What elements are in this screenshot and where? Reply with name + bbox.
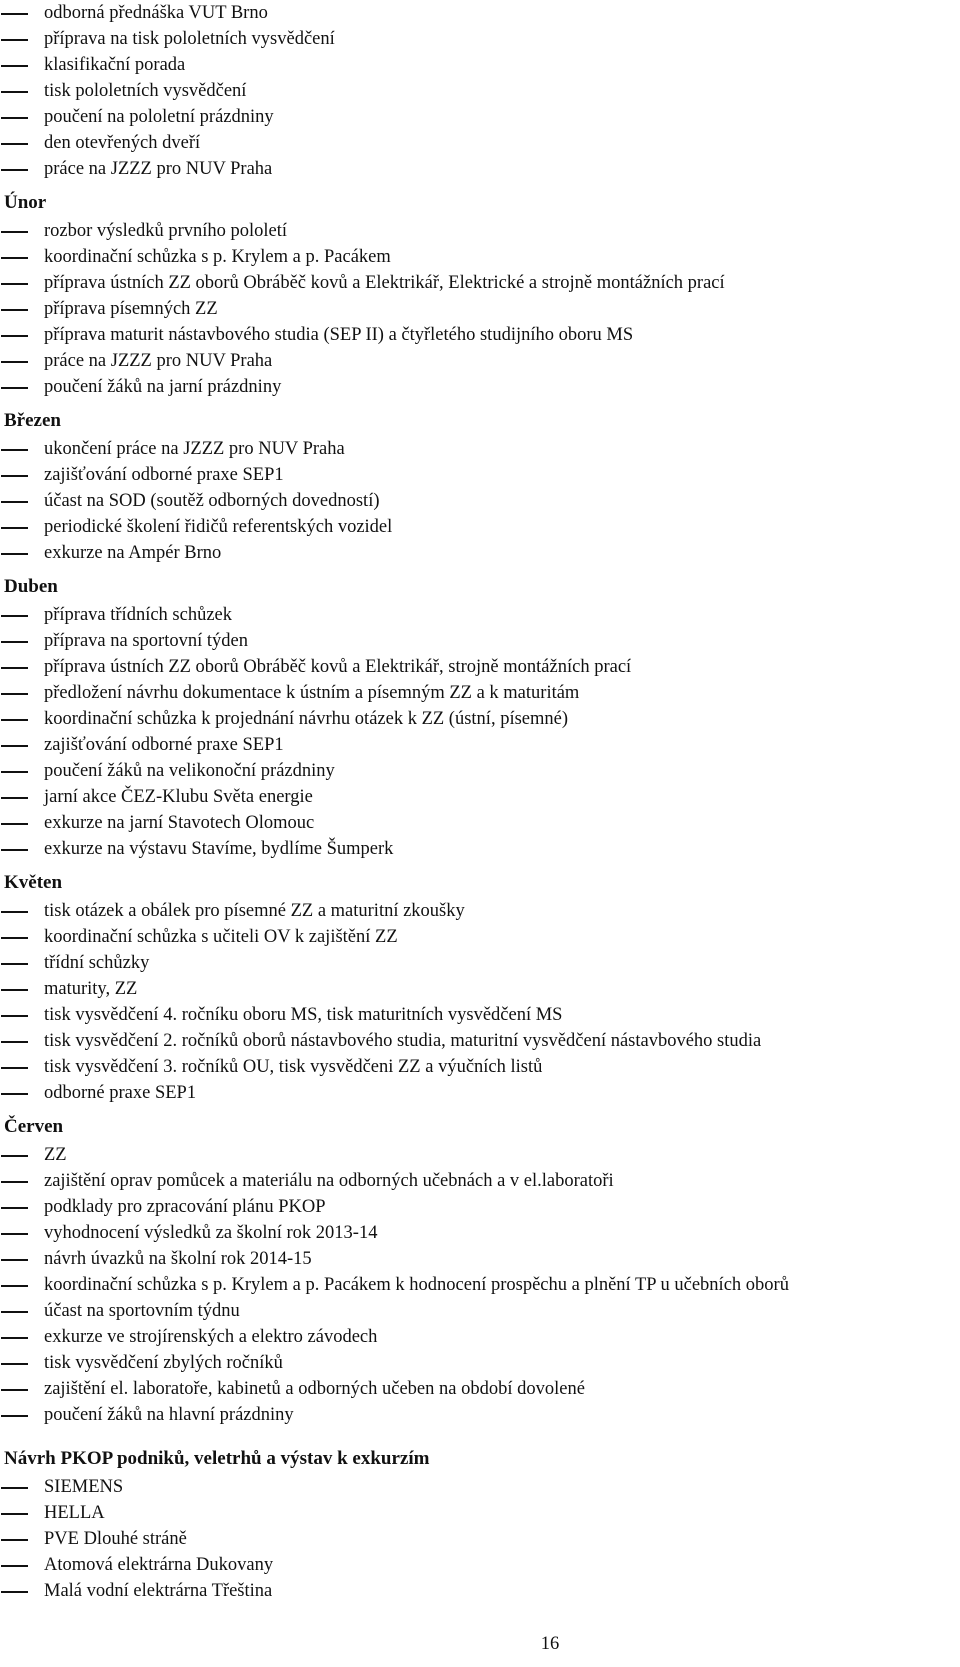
- list-item: [0, 628, 960, 654]
- list-item-text: příprava písemných ZZ: [44, 299, 218, 319]
- list-item: [0, 374, 960, 400]
- list-item: [0, 1028, 960, 1054]
- list-item-text: Atomová elektrárna Dukovany: [44, 1555, 274, 1575]
- list-item-text: PVE Dlouhé stráně: [44, 1529, 187, 1549]
- list-item-text: zajišťování odborné praxe SEP1: [44, 735, 284, 755]
- list-item-text: poučení žáků na hlavní prázdniny: [44, 1405, 294, 1425]
- dash-bullet-icon: [1, 1591, 28, 1593]
- list-item-text: zajišťování odborné praxe SEP1: [44, 465, 284, 485]
- list-item: [0, 1578, 960, 1604]
- list-item-text: práce na JZZZ pro NUV Praha: [44, 351, 273, 371]
- list-item-text: příprava maturit nástavbového studia (SEP II) a čtyřletého studijního oboru MS: [44, 325, 634, 345]
- list-item-text: účast na sportovním týdnu: [44, 1301, 240, 1321]
- list-item: [0, 680, 960, 706]
- list-item: [0, 950, 960, 976]
- list-item-text: exkurze ve strojírenských a elektro závodech: [44, 1327, 378, 1347]
- list-item-text: SIEMENS: [44, 1477, 124, 1497]
- section: [0, 188, 960, 400]
- dash-bullet-icon: [1, 553, 28, 555]
- list-item-text: koordinační schůzka s p. Krylem a p. Pacákem k hodnocení prospěchu a plnění TP u učebních oborů: [44, 1275, 789, 1295]
- list-item: [0, 104, 960, 130]
- list-item: [0, 810, 960, 836]
- list-item-text: příprava ústních ZZ oborů Obráběč kovů a Elektrikář, Elektrické a strojně montážních prací: [44, 273, 725, 293]
- section-heading: Červen: [4, 1116, 64, 1137]
- list-item: [0, 654, 960, 680]
- list-item-text: tisk vysvědčení zbylých ročníků: [44, 1353, 283, 1373]
- list-item-text: třídní schůzky: [44, 953, 150, 973]
- list-item: [0, 1194, 960, 1220]
- list-item-text: tisk vysvědčení 3. ročníků OU, tisk vysvědčeni ZZ a výučních listů: [44, 1057, 543, 1077]
- dash-bullet-icon: [1, 283, 28, 285]
- list-item: [0, 0, 960, 26]
- dash-bullet-icon: [1, 1041, 28, 1043]
- dash-bullet-icon: [1, 257, 28, 259]
- list-item: [0, 602, 960, 628]
- list-item-text: ZZ: [44, 1145, 67, 1165]
- list-item: [0, 924, 960, 950]
- list-item-text: poučení žáků na jarní prázdniny: [44, 377, 282, 397]
- list-item-text: podklady pro zpracování plánu PKOP: [44, 1197, 326, 1217]
- section: [0, 1444, 960, 1604]
- list-item-text: maturity, ZZ: [44, 979, 138, 999]
- list-item: [0, 540, 960, 566]
- list-item-text: ukončení práce na JZZZ pro NUV Praha: [44, 439, 345, 459]
- list-item: [0, 462, 960, 488]
- list-item: [0, 732, 960, 758]
- list-item: [0, 1500, 960, 1526]
- list-item-text: exkurze na výstavu Stavíme, bydlíme Šumperk: [44, 839, 394, 859]
- list-item: [0, 1552, 960, 1578]
- list-item-text: rozbor výsledků prvního pololetí: [44, 221, 288, 241]
- list-item-text: práce na JZZZ pro NUV Praha: [44, 159, 273, 179]
- dash-bullet-icon: [1, 309, 28, 311]
- list-item-text: tisk otázek a obálek pro písemné ZZ a maturitní zkoušky: [44, 901, 465, 921]
- list-item-text: příprava na tisk pololetních vysvědčení: [44, 29, 335, 49]
- dash-bullet-icon: [1, 1015, 28, 1017]
- list-item: [0, 78, 960, 104]
- list-item: [0, 1402, 960, 1428]
- list-item-text: HELLA: [44, 1503, 105, 1523]
- dash-bullet-icon: [1, 849, 28, 851]
- dash-bullet-icon: [1, 641, 28, 643]
- dash-bullet-icon: [1, 449, 28, 451]
- list-item: [0, 348, 960, 374]
- list-item-text: tisk vysvědčení 4. ročníku oboru MS, tisk maturitních vysvědčení MS: [44, 1005, 563, 1025]
- dash-bullet-icon: [1, 117, 28, 119]
- list-item-text: příprava na sportovní týden: [44, 631, 248, 651]
- list-item-text: odborná přednáška VUT Brno: [44, 3, 268, 23]
- dash-bullet-icon: [1, 39, 28, 41]
- dash-bullet-icon: [1, 1093, 28, 1095]
- list-item: [0, 1080, 960, 1106]
- dash-bullet-icon: [1, 527, 28, 529]
- list-item-text: návrh úvazků na školní rok 2014-15: [44, 1249, 312, 1269]
- month-sections: [0, 188, 960, 1604]
- list-item-text: koordinační schůzka s učiteli OV k zajištění ZZ: [44, 927, 398, 947]
- list-item: [0, 1054, 960, 1080]
- dash-bullet-icon: [1, 231, 28, 233]
- list-item-text: vyhodnocení výsledků za školní rok 2013-14: [44, 1223, 378, 1243]
- list-item: [0, 898, 960, 924]
- list-item-text: jarní akce ČEZ-Klubu Světa energie: [44, 787, 313, 807]
- dash-bullet-icon: [1, 937, 28, 939]
- dash-bullet-icon: [1, 169, 28, 171]
- dash-bullet-icon: [1, 1285, 28, 1287]
- list-item: [0, 1142, 960, 1168]
- list-item-text: předložení návrhu dokumentace k ústním a písemným ZZ a k maturitám: [44, 683, 580, 703]
- list-item-text: tisk vysvědčení 2. ročníků oborů nástavbového studia, maturitní vysvědčení nástavbového studia: [44, 1031, 762, 1051]
- list-item-text: zajištění oprav pomůcek a materiálu na odborných učebnách a v el.laboratoři: [44, 1171, 614, 1191]
- list-item: [0, 156, 960, 182]
- section-heading: Návrh PKOP podniků, veletrhů a výstav k exkurzím: [4, 1448, 430, 1469]
- dash-bullet-icon: [1, 771, 28, 773]
- dash-bullet-icon: [1, 693, 28, 695]
- dash-bullet-icon: [1, 615, 28, 617]
- list-item: [0, 1526, 960, 1552]
- list-item: [0, 322, 960, 348]
- list-item-text: příprava ústních ZZ oborů Obráběč kovů a Elektrikář, strojně montážních prací: [44, 657, 632, 677]
- dash-bullet-icon: [1, 1389, 28, 1391]
- list-item: [0, 1168, 960, 1194]
- intro-list: [0, 0, 960, 182]
- list-item-text: příprava třídních schůzek: [44, 605, 233, 625]
- dash-bullet-icon: [1, 143, 28, 145]
- dash-bullet-icon: [1, 963, 28, 965]
- list-item: [0, 130, 960, 156]
- dash-bullet-icon: [1, 1487, 28, 1489]
- list-item: [0, 488, 960, 514]
- dash-bullet-icon: [1, 823, 28, 825]
- section: [0, 868, 960, 1106]
- dash-bullet-icon: [1, 501, 28, 503]
- dash-bullet-icon: [1, 1539, 28, 1541]
- dash-bullet-icon: [1, 91, 28, 93]
- list-item: [0, 1376, 960, 1402]
- section: [0, 406, 960, 566]
- list-item-text: klasifikační porada: [44, 55, 186, 75]
- list-item: [0, 1246, 960, 1272]
- dash-bullet-icon: [1, 719, 28, 721]
- dash-bullet-icon: [1, 745, 28, 747]
- list-item-text: zajištění el. laboratoře, kabinetů a odborných učeben na období dovolené: [44, 1379, 585, 1399]
- section-heading: Duben: [4, 576, 58, 597]
- list-item-text: koordinační schůzka s p. Krylem a p. Pacákem: [44, 247, 391, 267]
- list-item-text: poučení žáků na velikonoční prázdniny: [44, 761, 335, 781]
- list-item: [0, 758, 960, 784]
- list-item-text: exkurze na Ampér Brno: [44, 543, 222, 563]
- list-item: [0, 1324, 960, 1350]
- list-item-text: exkurze na jarní Stavotech Olomouc: [44, 813, 315, 833]
- dash-bullet-icon: [1, 1363, 28, 1365]
- section-heading: Květen: [4, 872, 63, 893]
- dash-bullet-icon: [1, 475, 28, 477]
- list-item: [0, 218, 960, 244]
- section: [0, 1112, 960, 1428]
- list-item: [0, 436, 960, 462]
- list-item-text: periodické školení řidičů referentských vozidel: [44, 517, 393, 537]
- list-item-text: den otevřených dveří: [44, 133, 201, 153]
- list-item-text: odborné praxe SEP1: [44, 1083, 197, 1103]
- dash-bullet-icon: [1, 361, 28, 363]
- list-item: [0, 296, 960, 322]
- list-item: [0, 1298, 960, 1324]
- list-item: [0, 1272, 960, 1298]
- list-item: [0, 1350, 960, 1376]
- list-item: [0, 270, 960, 296]
- dash-bullet-icon: [1, 1259, 28, 1261]
- dash-bullet-icon: [1, 1233, 28, 1235]
- section-heading: Únor: [4, 192, 47, 213]
- dash-bullet-icon: [1, 65, 28, 67]
- dash-bullet-icon: [1, 1067, 28, 1069]
- list-item: [0, 52, 960, 78]
- dash-bullet-icon: [1, 1181, 28, 1183]
- list-item-text: koordinační schůzka k projednání návrhu otázek k ZZ (ústní, písemné): [44, 709, 569, 729]
- dash-bullet-icon: [1, 1415, 28, 1417]
- list-item: [0, 1220, 960, 1246]
- dash-bullet-icon: [1, 797, 28, 799]
- dash-bullet-icon: [1, 1207, 28, 1209]
- dash-bullet-icon: [1, 989, 28, 991]
- list-item-text: účast na SOD (soutěž odborných dovedností): [44, 491, 380, 511]
- list-item: [0, 706, 960, 732]
- list-item-text: poučení na pololetní prázdniny: [44, 107, 274, 127]
- section-heading: Březen: [4, 410, 61, 431]
- list-item: [0, 244, 960, 270]
- dash-bullet-icon: [1, 1565, 28, 1567]
- list-item-text: Malá vodní elektrárna Třeština: [44, 1581, 273, 1601]
- dash-bullet-icon: [1, 667, 28, 669]
- list-item: [0, 836, 960, 862]
- dash-bullet-icon: [1, 1337, 28, 1339]
- page-number: 16: [540, 1634, 560, 1654]
- list-item-text: tisk pololetních vysvědčení: [44, 81, 247, 101]
- list-item: [0, 514, 960, 540]
- list-item: [0, 784, 960, 810]
- dash-bullet-icon: [1, 1311, 28, 1313]
- section: [0, 572, 960, 862]
- list-item: [0, 976, 960, 1002]
- dash-bullet-icon: [1, 387, 28, 389]
- list-item: [0, 26, 960, 52]
- dash-bullet-icon: [1, 335, 28, 337]
- dash-bullet-icon: [1, 1155, 28, 1157]
- dash-bullet-icon: [1, 1513, 28, 1515]
- dash-bullet-icon: [1, 911, 28, 913]
- list-item: [0, 1474, 960, 1500]
- list-item: [0, 1002, 960, 1028]
- dash-bullet-icon: [1, 13, 28, 15]
